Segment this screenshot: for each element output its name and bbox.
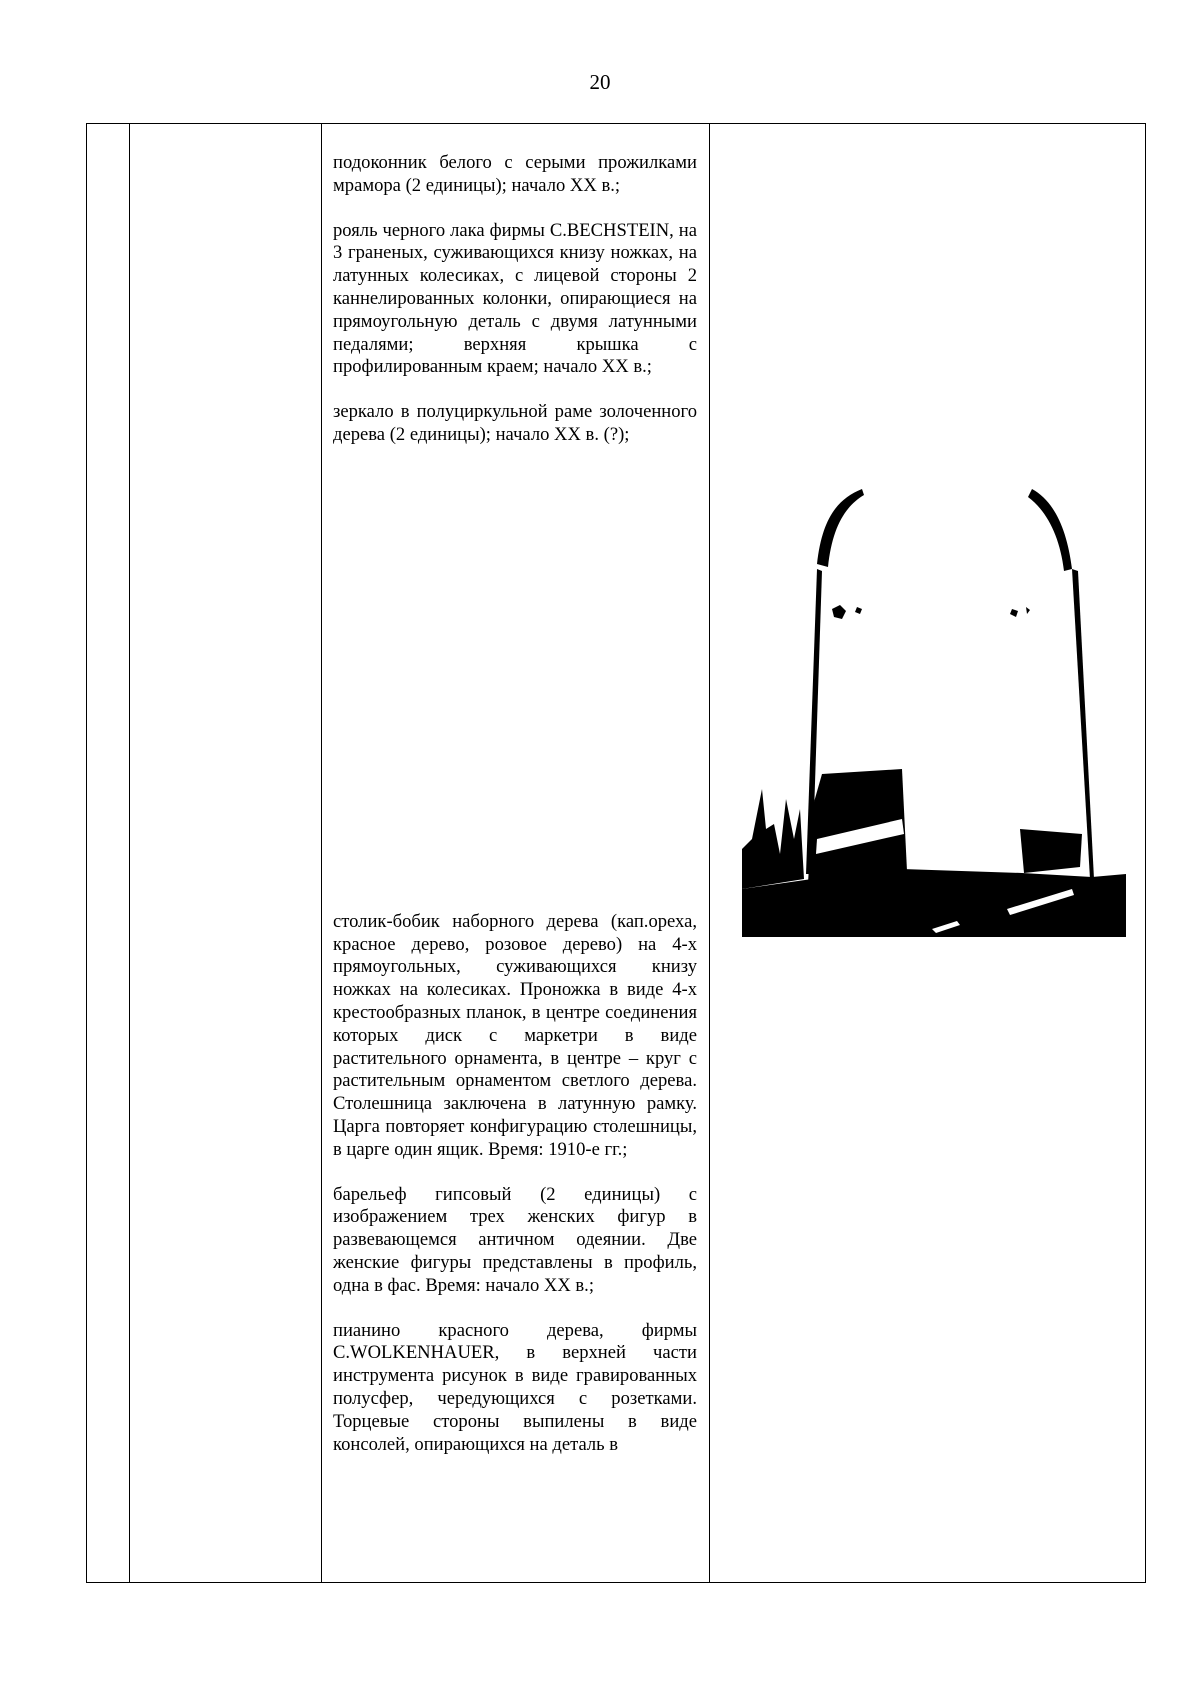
description-grand-piano: рояль черного лака фирмы C.BECHSTEIN, на 3 граненых, суживающихся книзу ножках, на латунных колесиках, с лицевой стороны 2 каннелированных колонки, опирающиеся на прямоугольную деталь с двумя латунными педалями; верхняя крышка с профилированным краем; начало XX в.;	[333, 219, 697, 378]
description-cell	[321, 124, 709, 1582]
inventory-table	[86, 123, 1146, 1583]
mirror-photo	[742, 489, 1126, 937]
photo-cell	[709, 124, 1145, 1582]
description-bas-relief: барельеф гипсовый (2 единицы) с изображением трех женских фигур в развевающемся античном одеянии. Две женские фигуры представлены в профиль, одна в фас. Время: начало XX в.;	[333, 1183, 697, 1296]
description-windowsill: подоконник белого с серыми прожилками мрамора (2 единицы); начало XX в.;	[333, 152, 697, 196]
description-mirror: зеркало в полуциркульной раме золоченного дерева (2 единицы); начало XX в. (?);	[333, 401, 697, 445]
description-table: столик-бобик наборного дерева (кап.ореха, красное дерево, розовое дерево) на 4-х прямоугольных, суживающихся книзу ножках на колесиках. Проножка в виде 4-х крестообразных планок, в центре соединения которых диск с маркетри в виде растительного орнамента, в центре – круг с растительным орнаментом светлого дерева. Столешница заключена в латунную рамку. Царга повторяет конфигурацию столешницы, в царге один ящик. Время: 1910-е гг.;	[333, 910, 697, 1160]
column-divider	[129, 124, 130, 1582]
description-upright-piano: пианино красного дерева, фирмы C.WOLKENHAUER, в верхней части инструмента рисунок в виде гравированных полусфер, чередующихся с розетками. Торцевые стороны выпилены в виде консолей, опирающихся на деталь в	[333, 1319, 697, 1455]
page-number: 20	[589, 70, 611, 94]
photo-spacer	[333, 447, 697, 911]
